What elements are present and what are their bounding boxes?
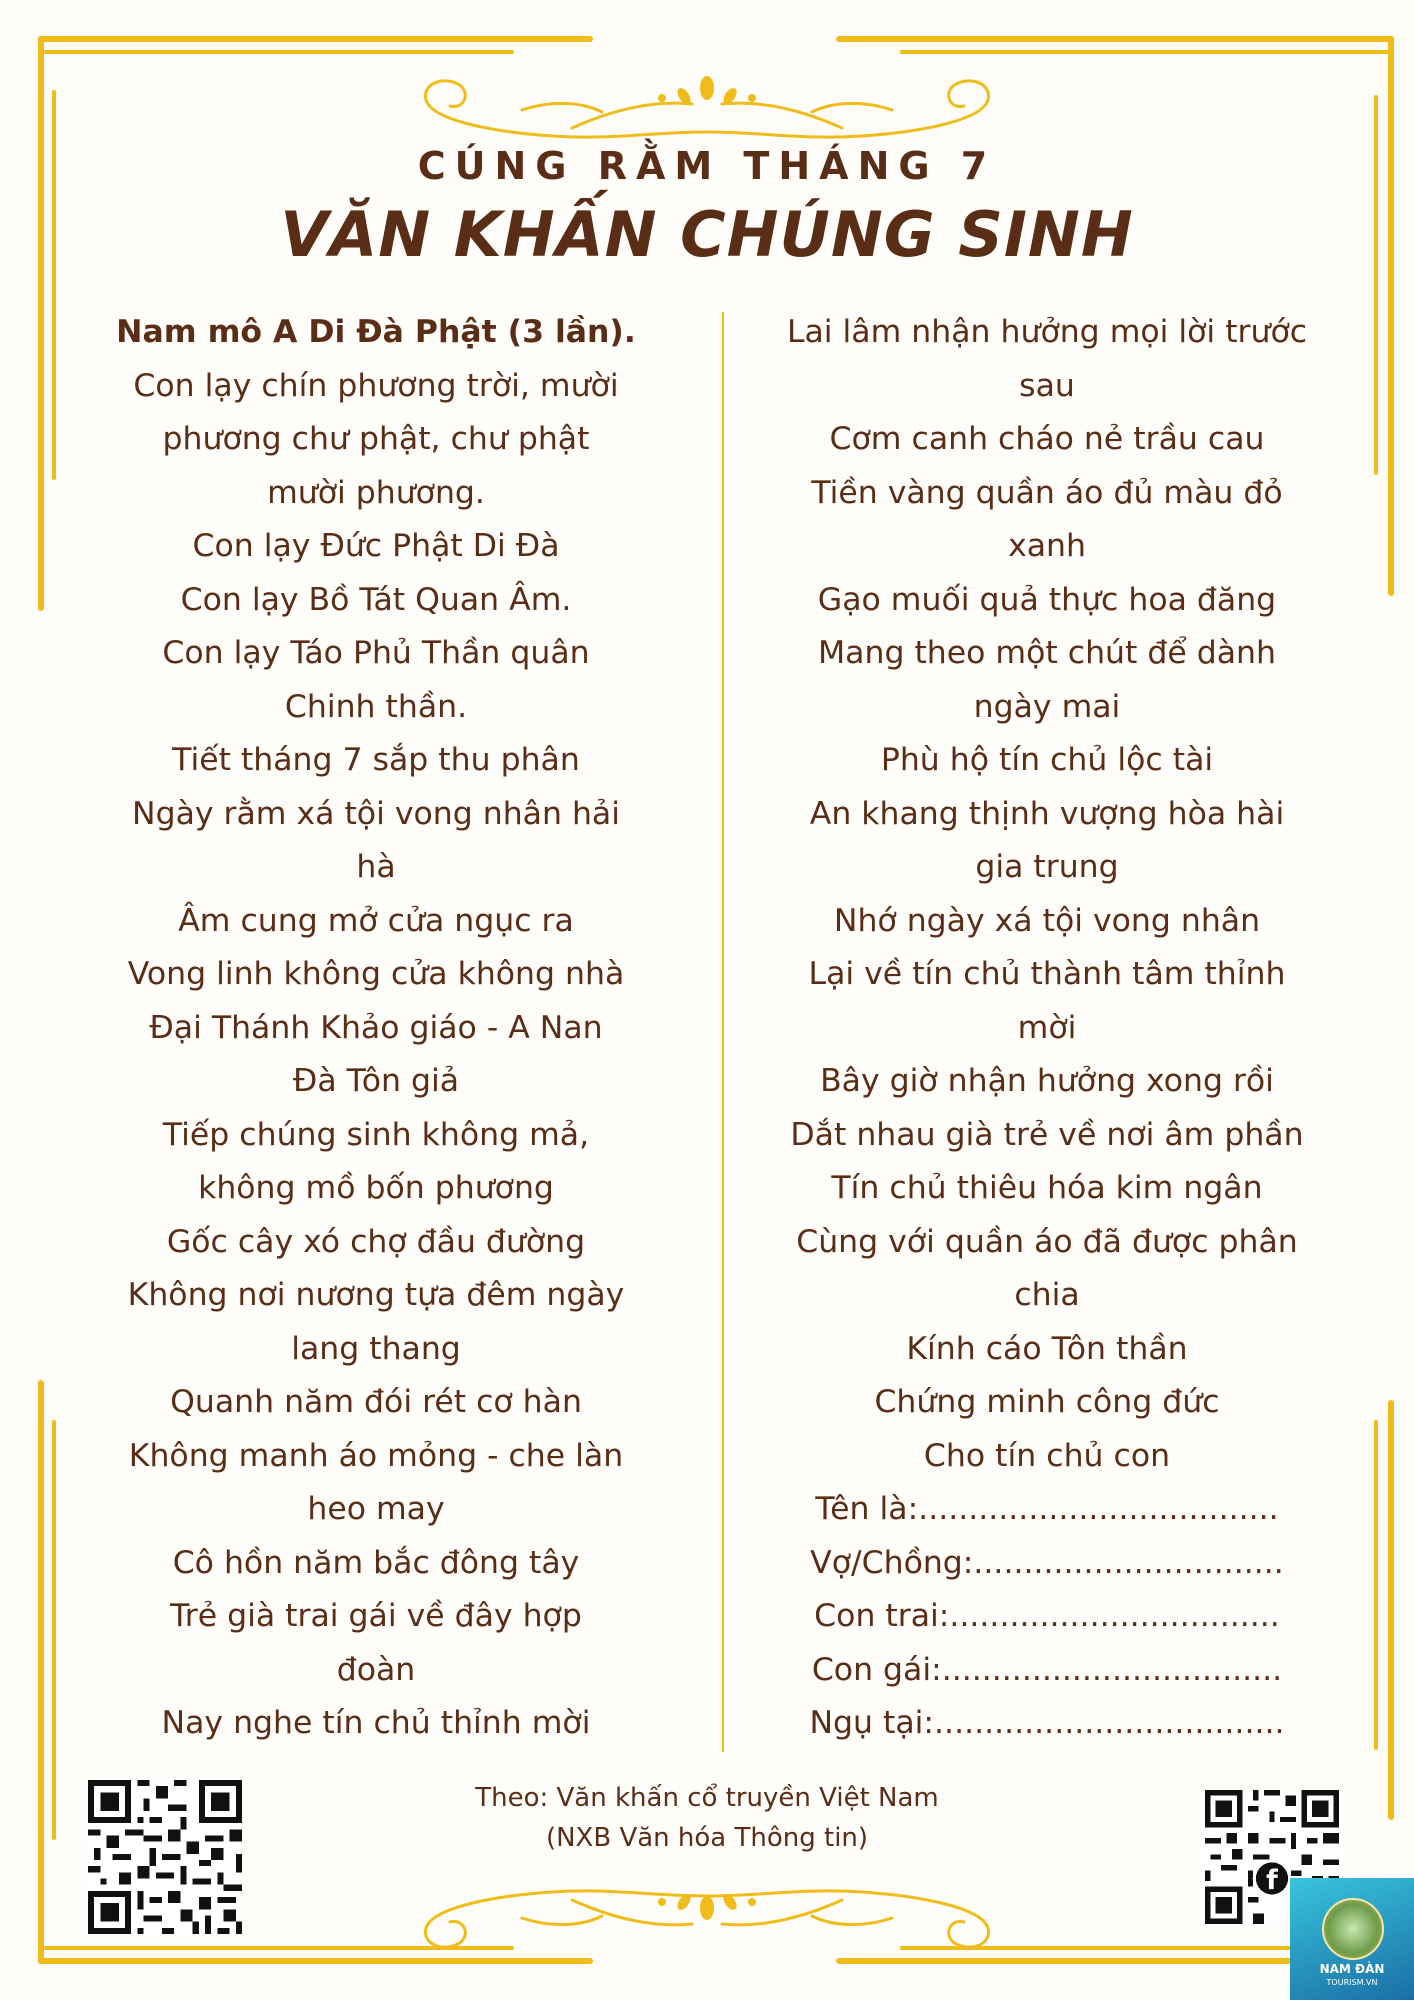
logo-emblem-icon <box>1322 1898 1384 1960</box>
prayer-line: Tiền vàng quần áo đủ màu đỏ <box>811 474 1283 511</box>
qr-code-left[interactable] <box>88 1780 242 1934</box>
prayer-line: Nam mô A Di Đà Phật (3 lần). <box>116 314 636 350</box>
prayer-line: Trẻ già trai gái về đây hợp <box>170 1598 582 1634</box>
fill-in-name-line: Tên là:.................................... <box>815 1491 1279 1527</box>
prayer-line: gia trung <box>975 849 1119 885</box>
fill-in-daughter-line: Con gái:.................................. <box>811 1651 1283 1688</box>
prayer-line: Tiết tháng 7 sắp thu phân <box>172 742 580 778</box>
source-line: Theo: Văn khấn cổ truyền Việt Nam <box>475 1783 939 1813</box>
prayer-line: Không manh áo mỏng - che làn <box>128 1437 624 1474</box>
logo-name: NAM ĐÀN <box>1319 1962 1385 1976</box>
prayer-line: Cơm canh cháo nẻ trầu cau <box>829 421 1265 457</box>
prayer-line: Lai lâm nhận hưởng mọi lời trước <box>786 314 1308 350</box>
logo-subtitle: TOURISM.VN <box>1326 1978 1378 1987</box>
prayer-line: không mồ bốn phương <box>198 1170 554 1206</box>
prayer-line: Mang theo một chút để dành <box>818 635 1276 671</box>
prayer-line: An khang thịnh vượng hòa hài <box>809 795 1285 832</box>
prayer-line: Kính cáo Tôn thần <box>906 1330 1188 1367</box>
prayer-line: Quanh năm đói rét cơ hàn <box>170 1384 582 1420</box>
left-prayer-column <box>76 306 676 1751</box>
prayer-line: Con lạy chín phương trời, mười <box>133 367 619 404</box>
prayer-line: sau <box>1019 367 1075 404</box>
frame-line <box>1388 1400 1394 1820</box>
prayer-line: Vong linh không cửa không nhà <box>127 956 625 992</box>
prayer-line: Phù hộ tín chủ lộc tài <box>880 742 1214 778</box>
prayer-line: Tiếp chúng sinh không mả, <box>162 1116 590 1153</box>
header-subtitle: CÚNG RẰM THÁNG 7 <box>417 144 997 188</box>
prayer-line: xanh <box>1008 528 1086 564</box>
prayer-line: Con lạy Bồ Tát Quan Âm. <box>180 581 572 618</box>
right-prayer-column <box>730 306 1364 1751</box>
prayer-line: đoàn <box>336 1651 416 1688</box>
frame-line <box>38 1380 44 1964</box>
column-divider <box>722 312 724 1752</box>
frame-line <box>38 36 593 42</box>
prayer-line: Cô hồn năm bắc đông tây <box>172 1544 580 1581</box>
prayer-line: heo may <box>307 1491 445 1527</box>
prayer-line: mời <box>1017 1009 1077 1046</box>
prayer-line: Đại Thánh Khảo giáo - A Nan <box>149 1009 603 1046</box>
frame-line <box>52 1420 56 1840</box>
prayer-line: Cho tín chủ con <box>923 1437 1171 1474</box>
prayer-line: Gạo muối quả thực hoa đăng <box>817 581 1277 618</box>
page-title: VĂN KHẤN CHÚNG SINH <box>280 198 1134 271</box>
prayer-line: Dắt nhau già trẻ về nơi âm phần <box>790 1116 1304 1153</box>
prayer-line: Âm cung mở cửa ngục ra <box>178 902 574 939</box>
prayer-line: chia <box>1014 1277 1080 1313</box>
prayer-line: Lại về tín chủ thành tâm thỉnh <box>808 956 1286 992</box>
frame-line <box>900 50 1390 54</box>
prayer-line: Bây giờ nhận hưởng xong rồi <box>820 1063 1274 1099</box>
prayer-line: hà <box>356 849 396 885</box>
prayer-line: Đà Tôn giả <box>292 1063 460 1099</box>
bottom-flourish-ornament <box>412 1868 1002 1958</box>
source-publisher: (NXB Văn hóa Thông tin) <box>545 1823 869 1853</box>
prayer-line: Gốc cây xó chợ đầu đường <box>166 1223 586 1260</box>
prayer-line: Chinh thần. <box>284 688 468 725</box>
prayer-line: phương chư phật, chư phật <box>162 421 590 457</box>
prayer-line: Tín chủ thiêu hóa kim ngân <box>831 1170 1263 1206</box>
prayer-line: Con lạy Đức Phật Di Đà <box>192 528 560 564</box>
nam-dan-tourism-logo[interactable] <box>1290 1878 1414 2000</box>
prayer-line: mười phương. <box>267 474 485 511</box>
prayer-line: Cùng với quần áo đã được phân <box>796 1223 1298 1260</box>
prayer-line: Nay nghe tín chủ thỉnh mời <box>161 1705 591 1741</box>
frame-line <box>38 1958 593 1964</box>
svg-text:f: f <box>1266 1865 1278 1897</box>
frame-line <box>836 36 1394 42</box>
fill-in-address-line: Ngụ tại:................................... <box>809 1705 1285 1741</box>
prayer-line: ngày mai <box>973 688 1121 725</box>
frame-line <box>44 50 514 54</box>
frame-line <box>1374 1420 1378 1750</box>
prayer-line: Chứng minh công đức <box>874 1384 1220 1420</box>
prayer-line: Không nơi nương tựa đêm ngày <box>127 1277 625 1313</box>
frame-line <box>38 36 44 611</box>
frame-line <box>1388 36 1394 596</box>
prayer-line: Ngày rằm xá tội vong nhân hải <box>132 795 620 832</box>
fill-in-son-line: Con trai:................................. <box>814 1598 1280 1634</box>
prayer-line: lang thang <box>291 1330 461 1367</box>
prayer-line: Con lạy Táo Phủ Thần quân <box>162 635 590 671</box>
fill-in-spouse-line: Vợ/Chồng:............................... <box>810 1544 1284 1581</box>
prayer-line: Nhớ ngày xá tội vong nhân <box>833 902 1261 939</box>
